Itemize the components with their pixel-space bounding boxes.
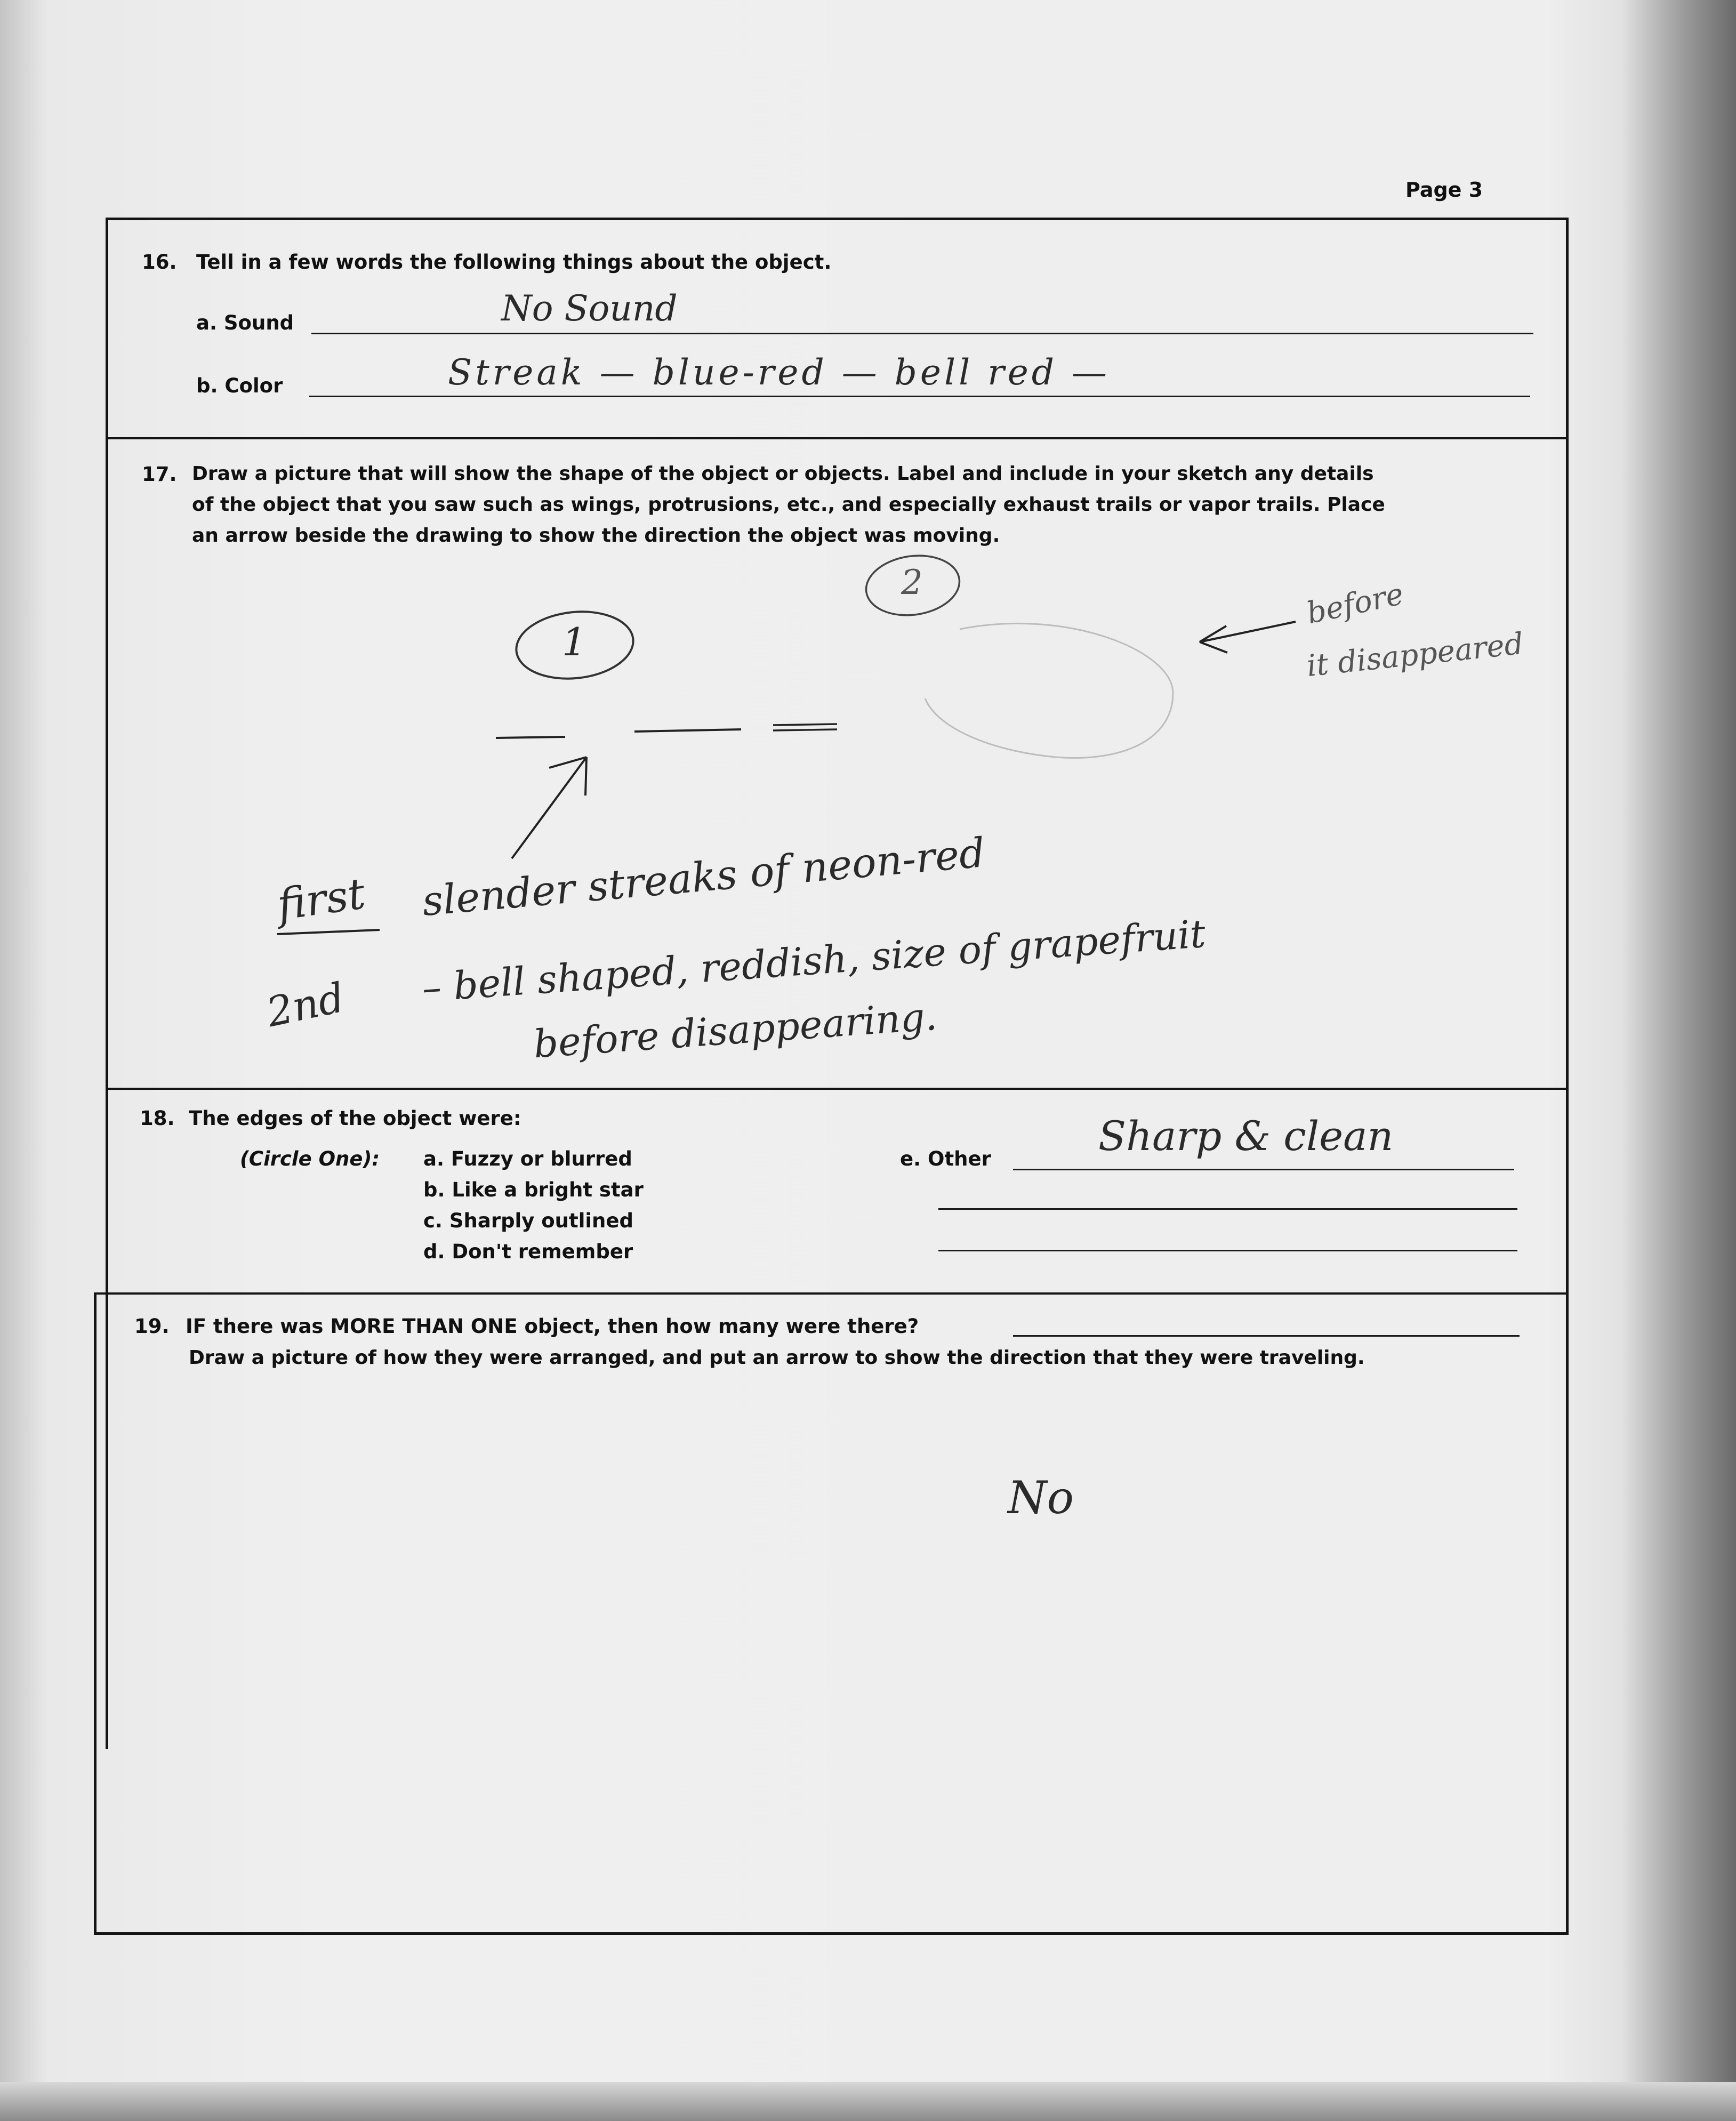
q17-line1: Draw a picture that will show the shape of the object or objects. Label and include in your sketch any details xyxy=(192,463,1374,485)
page-number: Page 3 xyxy=(1405,178,1483,202)
underline-first xyxy=(277,930,380,934)
bell-shape-outline xyxy=(925,623,1173,758)
q16-text: Tell in a few words the following things about the object. xyxy=(196,251,832,274)
q18-option-b: b. Like a bright star xyxy=(423,1178,644,1201)
q17-line2: of the object that you saw such as wings, protrusions, etc., and especially exhaust trails or vapor trails. Place xyxy=(192,494,1385,516)
q17-line3: an arrow beside the drawing to show the direction the object was moving. xyxy=(192,525,1000,547)
streak-3 xyxy=(773,724,837,730)
pointer-arrow xyxy=(512,757,586,858)
streak-1 xyxy=(496,737,565,738)
q18-text: The edges of the object were: xyxy=(189,1107,521,1130)
q18-option-c: c. Sharply outlined xyxy=(423,1209,633,1232)
q16-sound-label: a. Sound xyxy=(196,311,294,334)
q16-number: 16. xyxy=(142,251,177,274)
q19-number: 19. xyxy=(134,1315,170,1338)
q18-option-a: a. Fuzzy or blurred xyxy=(423,1147,632,1170)
streak-2 xyxy=(634,729,741,732)
q16-sound-answer: No Sound xyxy=(501,288,678,329)
q18-other-label: e. Other xyxy=(900,1147,991,1170)
q19-answer: No xyxy=(1008,1472,1074,1524)
q19-line2: Draw a picture of how they were arranged, and put an arrow to show the direction that they were traveling. xyxy=(189,1347,1365,1369)
q18-other-line-3 xyxy=(938,1250,1517,1251)
sketch-note-second-word: 2nd xyxy=(262,973,349,1037)
q18-other-line-1 xyxy=(1013,1169,1514,1170)
q16-color-label: b. Color xyxy=(196,374,283,397)
sketch-note-second-rest: – bell shaped, reddish, size of grapefruit xyxy=(420,911,1207,1011)
q18-other-line-2 xyxy=(938,1208,1517,1210)
q18-option-d: d. Don't remember xyxy=(423,1240,633,1263)
q19-line1: IF there was MORE THAN ONE object, then how many were there? xyxy=(186,1315,919,1338)
sketch-note-disappeared: it disappeared xyxy=(1305,626,1525,684)
sketch-label-1: 1 xyxy=(562,620,586,664)
q18-circle-one: (Circle One): xyxy=(240,1147,380,1170)
q16-color-answer: Streak — blue-red — bell red — xyxy=(448,352,1111,393)
q19-count-line xyxy=(1013,1335,1520,1337)
sketch-note-second-line2: before disappearing. xyxy=(532,993,939,1067)
q17-number: 17. xyxy=(142,463,177,486)
sketch-note-first-word: first xyxy=(274,868,368,930)
q18-other-answer: Sharp & clean xyxy=(1098,1112,1394,1160)
sketch-label-2: 2 xyxy=(901,563,923,602)
sketch-note-first-rest: slender streaks of neon-red xyxy=(420,829,987,925)
q18-number: 18. xyxy=(140,1107,175,1130)
direction-arrow-icon xyxy=(1200,622,1296,653)
sketch-note-before: before xyxy=(1304,576,1407,631)
